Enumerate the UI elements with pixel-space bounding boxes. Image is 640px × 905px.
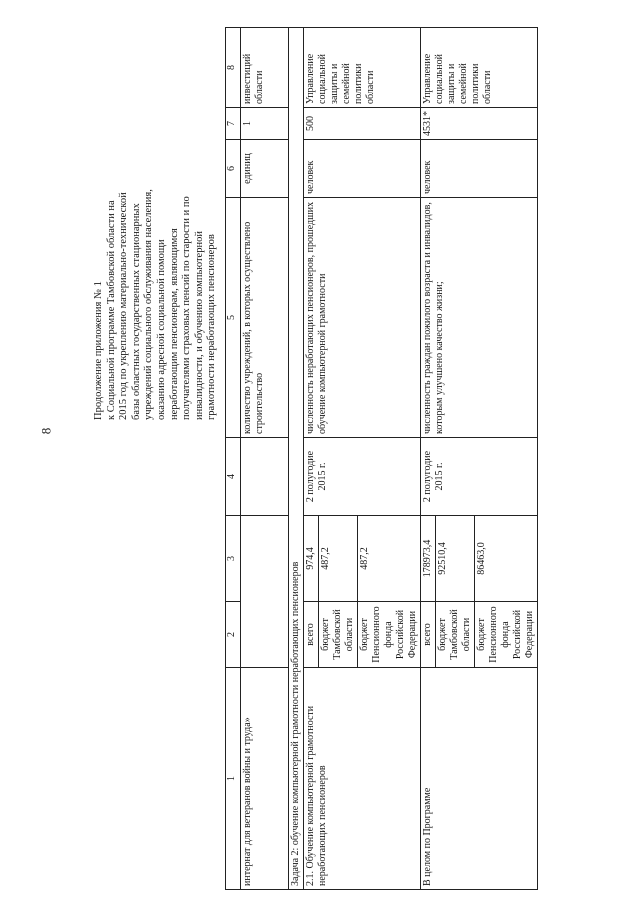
funding-source-pension-fund: бюджет Пенсионного фонда Российской Федерации <box>475 602 538 668</box>
funding-source-region: бюджет Тамбовской области <box>436 602 475 668</box>
funding-source-total: всего <box>304 602 319 668</box>
header-line: получателями страховых пенсий по старости и по <box>181 196 193 420</box>
value-cell: 4531* <box>421 108 538 140</box>
program-total-label: В целом по Программе <box>421 668 538 890</box>
program-table <box>225 27 538 890</box>
funding-value-region: 92510,4 <box>436 516 475 602</box>
period-cell: 2 полугодие 2015 г. <box>304 438 421 516</box>
column-number-row <box>226 28 241 890</box>
executor-cell: Управление социальной защиты и семейной политики области <box>421 28 538 108</box>
appendix-header-note <box>93 20 219 420</box>
executor-cell: Управление социальной защиты и семейной политики области <box>304 28 421 108</box>
col-header: 5 <box>226 198 241 438</box>
task-row <box>289 28 304 890</box>
header-line: грамотности неработающих пенсионеров <box>206 234 218 420</box>
col-header: 3 <box>226 516 241 602</box>
col-header: 6 <box>226 140 241 198</box>
indicator-name: численность граждан пожилого возраста и инвалидов, которым улучшено качество жизни; <box>421 198 538 438</box>
funding-value-total: 974,4 <box>304 516 319 602</box>
funding-value-pension-fund: 487,2 <box>358 516 421 602</box>
indicator-name: численность неработающих пенсионеров, прошедших обучение компьютерной грамотности <box>304 198 421 438</box>
unit-cell: человек <box>304 140 421 198</box>
value-cell: 1 <box>241 108 289 140</box>
header-line: инвалидности, и обучению компьютерной <box>193 231 205 420</box>
col-header: 7 <box>226 108 241 140</box>
indicator-name: количество учреждений, в которых осуществлено строительство <box>241 198 289 438</box>
funding-cell-empty <box>241 516 289 668</box>
period-cell-empty <box>241 438 289 516</box>
header-line: оказанию адресной социальной помощи <box>155 239 167 420</box>
funding-source-region: бюджет Тамбовской области <box>319 602 358 668</box>
rotated-page-content <box>93 20 630 890</box>
period-cell: 2 полугодие 2015 г. <box>421 438 538 516</box>
header-line: Продолжение приложения № 1 <box>93 281 104 420</box>
task-2-heading: Задача 2: обучение компьютерной грамотности неработающих пенсионеров <box>289 28 304 890</box>
header-line: 2015 год по укреплению материально-технической <box>118 192 130 420</box>
header-line: к Социальной программе Тамбовской области на <box>105 200 117 420</box>
funding-value-pension-fund: 86463,0 <box>475 516 538 602</box>
funding-value-total: 178973,4 <box>421 516 436 602</box>
measure-name: интернат для ветеранов войны и труда» <box>241 668 289 890</box>
table-row-total-all <box>421 28 436 890</box>
col-header: 8 <box>226 28 241 108</box>
funding-source-pension-fund: бюджет Пенсионного фонда Российской Федерации <box>358 602 421 668</box>
unit-cell: единиц <box>241 140 289 198</box>
unit-cell: человек <box>421 140 538 198</box>
header-line: базы областных государственных стационарных <box>130 203 142 420</box>
funding-value-region: 487,2 <box>319 516 358 602</box>
table-row-2-1-total <box>304 28 319 890</box>
col-header: 1 <box>226 668 241 890</box>
col-header: 2 <box>226 602 241 668</box>
header-line: учреждений социального обслуживания населения, <box>143 189 155 420</box>
executor-cell: инвестиций области <box>241 28 289 108</box>
funding-source-total: всего <box>421 602 436 668</box>
col-header: 4 <box>226 438 241 516</box>
header-line: неработающим пенсионерам, являющимся <box>168 228 180 420</box>
measure-name: 2.1. Обучение компьютерной грамотности неработающих пенсионеров <box>304 668 421 890</box>
value-cell: 500 <box>304 108 421 140</box>
page-number: 8 <box>38 427 54 435</box>
table-row-prev-continuation <box>241 28 289 890</box>
